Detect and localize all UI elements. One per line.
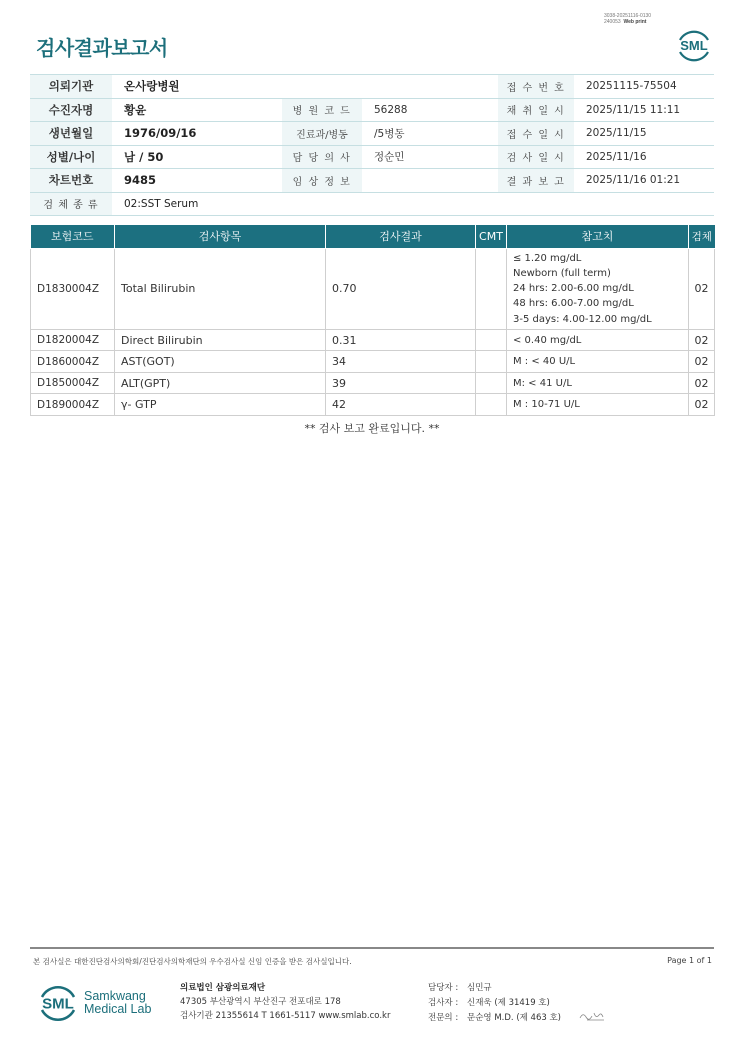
report-value: 2025/11/16 01:21 (574, 169, 714, 193)
sml-logo-text: SML (680, 38, 708, 53)
page-number: Page 1 of 1 (667, 956, 712, 965)
certification-note: 본 검사실은 대한진단검사의학회/진단검사의학재단의 우수검사실 신임 인증을 받은 검사실입니다. (33, 957, 352, 966)
page-title: 검사결과보고서 (36, 36, 168, 60)
row-reference (507, 248, 689, 329)
row-item: γ- GTP (115, 394, 326, 416)
staff-value: 신재욱 (제 31419 호) (467, 998, 550, 1008)
samkwang-logo-text: SML (42, 995, 74, 1013)
receipt-no-label: 접 수 번 호 (498, 75, 574, 99)
ref-line: 3-5 days: 4.00-12.00 mg/dL (513, 313, 652, 325)
row-code: D1850004Z (31, 372, 115, 394)
row-result: 34 (326, 351, 476, 373)
info-row (30, 145, 714, 169)
staff-value: 심민규 (467, 983, 492, 993)
row-item: ALT(GPT) (115, 372, 326, 394)
staff-value: 문순영 M.D. (제 463 호) (467, 1013, 562, 1023)
ref-line: ≤ 1.20 mg/dL (513, 252, 582, 264)
row-specimen: 02 (689, 394, 715, 416)
hospital-code-value: 56288 (362, 98, 498, 122)
row-item: Total Bilirubin (115, 248, 326, 329)
patient-label: 수진자명 (30, 98, 112, 122)
staff-label: 검사자 : (428, 998, 459, 1008)
row-code: D1890004Z (31, 394, 115, 416)
info-row (30, 122, 714, 146)
doctor-value: 정순민 (362, 145, 498, 169)
results-header-row (31, 225, 715, 248)
row-code: D1830004Z (31, 248, 115, 329)
brand-line2: Medical Lab (84, 1002, 152, 1016)
signature-mark (578, 1009, 608, 1023)
receipt-date-label: 접 수 일 시 (498, 122, 574, 146)
birth-value: 1976/09/16 (112, 122, 282, 146)
clinical-value (362, 169, 498, 193)
row-item: Direct Bilirubin (115, 329, 326, 351)
row-specimen: 02 (689, 351, 715, 373)
row-item: AST(GOT) (115, 351, 326, 373)
org-contact: 검사기관 21355614 T 1661-5117 www.smlab.co.kr (180, 1011, 391, 1021)
patient-info-table (30, 74, 714, 216)
organization-info (180, 981, 390, 1023)
row-result: 42 (326, 394, 476, 416)
report-complete-note: ** 검사 보고 완료입니다. ** (304, 422, 440, 435)
results-table (30, 225, 715, 416)
row-reference: M: < 41 U/L (507, 372, 689, 394)
ref-line: 24 hrs: 2.00-6.00 mg/dL (513, 283, 634, 295)
row-reference: M : 10-71 U/L (507, 394, 689, 416)
sex-age-label: 성별/나이 (30, 145, 112, 169)
ref-line: Newborn (full term) (513, 267, 611, 279)
row-code: D1860004Z (31, 351, 115, 373)
collection-value: 2025/11/15 11:11 (574, 98, 714, 122)
col-header-specimen: 검체 (689, 225, 715, 248)
staff-label: 전문의 : (428, 1013, 459, 1023)
col-header-cmt: CMT (476, 225, 507, 248)
row-cmt (476, 329, 507, 351)
sml-logo (675, 26, 713, 64)
row-reference: < 0.40 mg/dL (507, 329, 689, 351)
row-cmt (476, 372, 507, 394)
print-code: 240053 (604, 19, 621, 25)
row-specimen: 02 (689, 372, 715, 394)
info-row (30, 192, 714, 216)
staff-info (428, 981, 561, 1026)
chart-no-label: 차트번호 (30, 169, 112, 193)
hospital-code-label: 병 원 코 드 (282, 98, 362, 122)
specimen-label: 검 체 종 류 (30, 192, 112, 216)
col-header-item: 검사항목 (115, 225, 326, 248)
row-reference: M : < 40 U/L (507, 351, 689, 373)
org-name: 의료법인 삼광의료재단 (180, 983, 266, 993)
print-mode: Web print (623, 19, 647, 25)
table-row (31, 329, 715, 351)
test-date-value: 2025/11/16 (574, 145, 714, 169)
row-specimen: 02 (689, 329, 715, 351)
request-org-label: 의뢰기관 (30, 75, 112, 99)
info-row (30, 169, 714, 193)
birth-label: 생년월일 (30, 122, 112, 146)
row-cmt (476, 248, 507, 329)
test-date-label: 검 사 일 시 (498, 145, 574, 169)
chart-no-value: 9485 (112, 169, 282, 193)
row-result: 39 (326, 372, 476, 394)
print-id: 3038-20251116-0130 (604, 13, 652, 19)
info-row (30, 98, 714, 122)
request-org-value: 온사랑병원 (112, 75, 498, 99)
collection-label: 채 취 일 시 (498, 98, 574, 122)
col-header-code: 보험코드 (31, 225, 115, 248)
clinical-label: 임 상 정 보 (282, 169, 362, 193)
brand-name (84, 990, 151, 1016)
col-header-result: 검사결과 (326, 225, 476, 248)
receipt-no-value: 20251115-75504 (574, 75, 714, 99)
ref-line: 48 hrs: 6.00-7.00 mg/dL (513, 298, 634, 310)
table-row (31, 372, 715, 394)
info-row (30, 75, 714, 99)
dept-value: /5병동 (362, 122, 498, 146)
row-cmt (476, 394, 507, 416)
table-row (31, 394, 715, 416)
staff-label: 담당자 : (428, 983, 459, 993)
report-label: 결 과 보 고 (498, 169, 574, 193)
row-result: 0.70 (326, 248, 476, 329)
dept-label: 진료과/병동 (282, 122, 362, 146)
row-code: D1820004Z (31, 329, 115, 351)
specimen-value: 02:SST Serum (112, 192, 714, 216)
footer-divider (30, 947, 714, 949)
brand-line1: Samkwang (84, 989, 146, 1003)
row-cmt (476, 351, 507, 373)
receipt-date-value: 2025/11/15 (574, 122, 714, 146)
table-row (31, 351, 715, 373)
doctor-label: 담 당 의 사 (282, 145, 362, 169)
org-address: 47305 부산광역시 부산진구 전포대로 178 (180, 997, 341, 1007)
print-meta (604, 13, 651, 25)
table-row (31, 248, 715, 329)
row-specimen: 02 (689, 248, 715, 329)
samkwang-logo (36, 980, 80, 1026)
row-result: 0.31 (326, 329, 476, 351)
patient-value: 황윤 (112, 98, 282, 122)
col-header-ref: 참고치 (507, 225, 689, 248)
sex-age-value: 남 / 50 (112, 145, 282, 169)
